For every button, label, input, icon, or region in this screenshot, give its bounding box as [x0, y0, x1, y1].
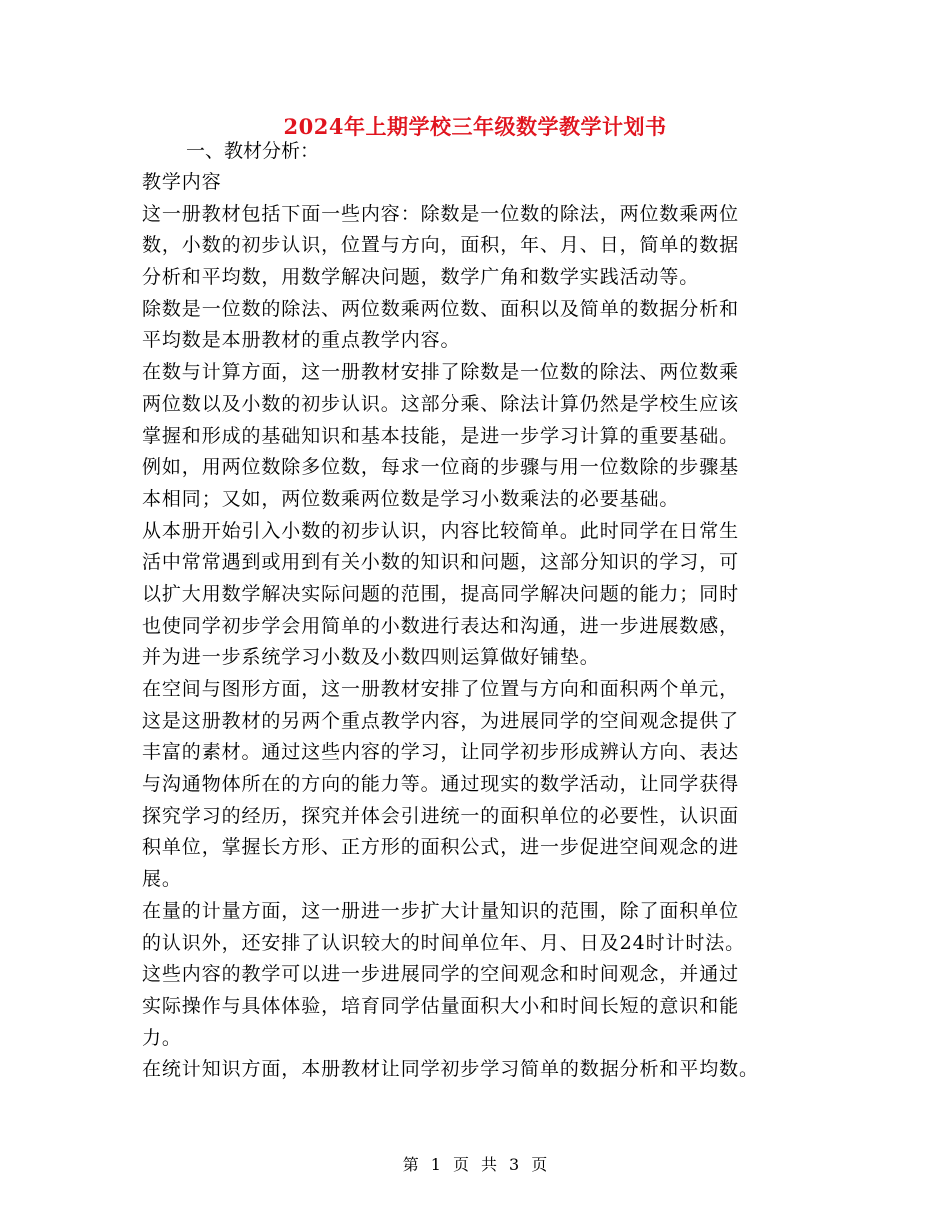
footer-page-unit: 页: [452, 1155, 469, 1174]
footer-page-number: 1: [430, 1155, 441, 1174]
text-line: 力。: [142, 1026, 182, 1049]
text-line: 例如，用两位数除多位数，每求一位商的步骤与用一位数除的步骤基: [142, 456, 740, 479]
footer-total-label: 共: [481, 1155, 498, 1174]
section-heading: 一、教材分析：: [186, 140, 320, 162]
text-line: 积单位，掌握长方形、正方形的面积公式，进一步促进空间观念的进: [142, 836, 740, 859]
text-line: 这些内容的教学可以进一步进展同学的空间观念和时间观念，并通过: [142, 963, 740, 986]
text-line: 在量的计量方面，这一册进一步扩大计量知识的范围，除了面积单位: [142, 899, 740, 922]
text-line: 这是这册教材的另两个重点教学内容，为进展同学的空间观念提供了: [142, 709, 740, 732]
text-line: 分析和平均数，用数学解决问题，数学广角和数学实践活动等。: [142, 266, 700, 289]
text-line: 数，小数的初步认识，位置与方向，面积，年、月、日，简单的数据: [142, 234, 740, 257]
page-footer: [0, 1154, 950, 1176]
text-line: 在统计知识方面，本册教材让同学初步学习简单的数据分析和平均数。: [142, 1058, 759, 1081]
text-line: 并为进一步系统学习小数及小数四则运算做好铺垫。: [142, 646, 600, 669]
text-line: 平均数是本册教材的重点教学内容。: [142, 329, 461, 352]
footer-page-label: 第: [402, 1155, 419, 1174]
text-line: 两位数以及小数的初步认识。这部分乘、除法计算仍然是学校生应该: [142, 392, 740, 415]
text-line: 教学内容: [142, 171, 222, 193]
text-line: 实际操作与具体体验，培育同学估量面积大小和时间长短的意识和能: [142, 994, 740, 1017]
text-line: 展。: [142, 868, 182, 891]
text-line: 这一册教材包括下面一些内容：除数是一位数的除法，两位数乘两位: [142, 202, 740, 225]
text-line: 探究学习的经历，探究并体会引进统一的面积单位的必要性，认识面: [142, 804, 740, 827]
text-line: 的认识外，还安排了认识较大的时间单位年、月、日及24时计时法。: [142, 931, 746, 954]
document-title: 2024年上期学校三年级数学教学计划书: [283, 114, 667, 139]
text-line: 也使同学初步学会用简单的小数进行表达和沟通，进一步进展数感，: [142, 614, 740, 637]
text-line: 本相同；又如，两位数乘两位数是学习小数乘法的必要基础。: [142, 487, 680, 510]
text-line: 以扩大用数学解决实际问题的范围，提高同学解决问题的能力；同时: [142, 582, 740, 605]
text-line: 从本册开始引入小数的初步认识，内容比较简单。此时同学在日常生: [142, 519, 740, 542]
text-line: 与沟通物体所在的方向的能力等。通过现实的数学活动，让同学获得: [142, 773, 740, 796]
text-line: 在空间与图形方面，这一册教材安排了位置与方向和面积两个单元，: [142, 678, 740, 700]
text-line: 除数是一位数的除法、两位数乘两位数、面积以及简单的数据分析和: [142, 297, 740, 320]
text-line: 丰富的素材。通过这些内容的学习，让同学初步形成辨认方向、表达: [142, 741, 740, 764]
footer-total-unit: 页: [531, 1155, 548, 1174]
text-line: 活中常常遇到或用到有关小数的知识和问题，这部分知识的学习，可: [142, 551, 740, 574]
body-text: [142, 167, 807, 1086]
text-line: 掌握和形成的基础知识和基本技能，是进一步学习计算的重要基础。: [142, 424, 740, 447]
footer-total-pages: 3: [509, 1155, 520, 1174]
text-line: 在数与计算方面，这一册教材安排了除数是一位数的除法、两位数乘: [142, 361, 740, 384]
